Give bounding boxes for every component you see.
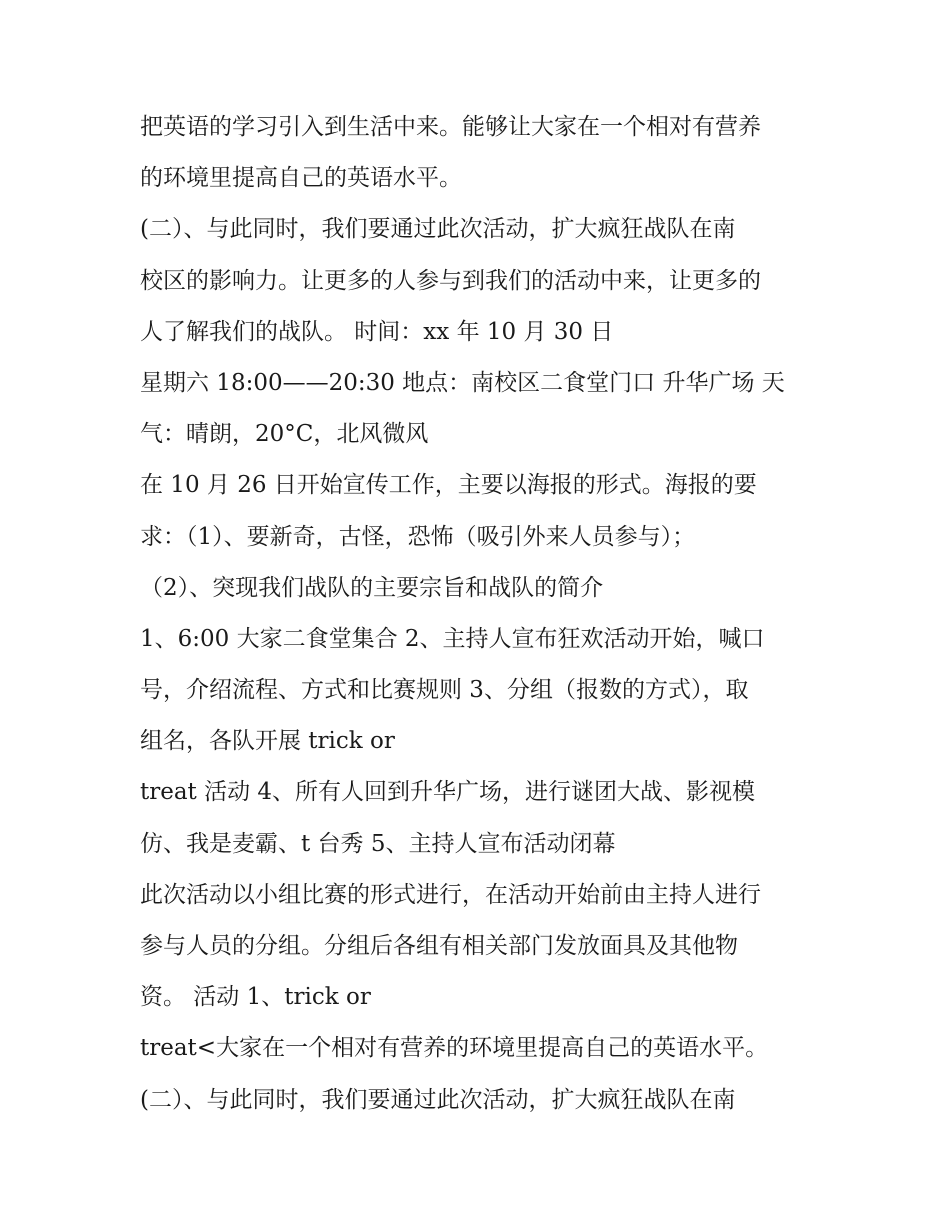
text-line: treat 活动 4、所有人回到升华广场，进行谜团大战、影视模: [140, 779, 756, 806]
text-line: 号，介绍流程、方式和比赛规则 3、分组（报数的方式），取: [140, 677, 749, 704]
text-line: 资。 活动 1、trick or: [140, 984, 371, 1011]
text-line: 此次活动以小组比赛的形式进行，在活动开始前由主持人进行: [140, 881, 761, 908]
text-line: 人了解我们的战队。 时间：xx 年 10 月 30 日: [140, 318, 614, 345]
text-line: treat<大家在一个相对有营养的环境里提高自己的英语水平。: [140, 1035, 769, 1062]
text-line: 气：晴朗，20°C，北风微风: [140, 421, 429, 448]
document-page: [140, 102, 830, 1126]
text-line: 校区的影响力。让更多的人参与到我们的活动中来，让更多的: [140, 267, 761, 294]
text-line: 的环境里提高自己的英语水平。: [140, 165, 462, 192]
text-line: （2）、突现我们战队的主要宗旨和战队的简介: [140, 574, 604, 601]
text-line: 参与人员的分组。分组后各组有相关部门发放面具及其他物: [140, 933, 738, 959]
text-line: 在 10 月 26 日开始宣传工作，主要以海报的形式。海报的要: [140, 472, 757, 499]
text-line: (二）、与此同时，我们要通过此次活动，扩大疯狂战队在南: [140, 216, 736, 243]
text-line: 组名，各队开展 trick or: [140, 728, 395, 755]
text-line: (二）、与此同时，我们要通过此次活动，扩大疯狂战队在南: [140, 1086, 736, 1113]
text-line: 求：（1）、要新奇，古怪，恐怖（吸引外来人员参与）；: [140, 523, 696, 550]
text-line: 1、6:00 大家二食堂集合 2、主持人宣布狂欢活动开始，喊口: [140, 625, 765, 652]
text-line: 星期六 18:00——20:30 地点：南校区二食堂门口 升华广场 天: [140, 369, 785, 396]
text-line: 仿、我是麦霸、t 台秀 5、主持人宣布活动闭幕: [140, 830, 616, 857]
text-line: 把英语的学习引入到生活中来。能够让大家在一个相对有营养: [140, 114, 761, 140]
